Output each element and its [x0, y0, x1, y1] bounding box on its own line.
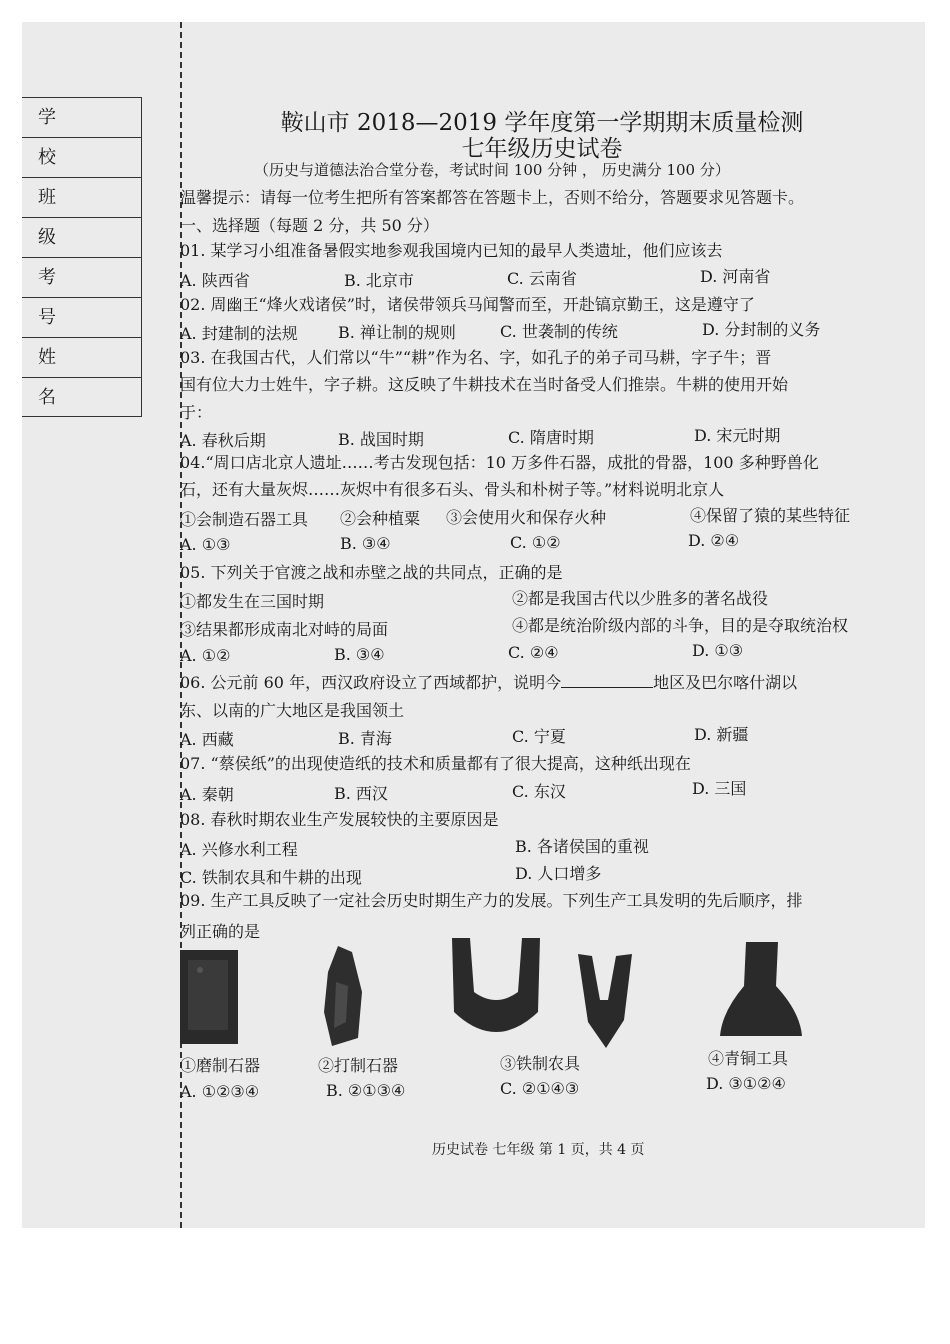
q3-option-c[interactable]: C. 隋唐时期: [508, 428, 594, 447]
exam-subtitle: 七年级历史试卷: [461, 136, 623, 162]
q9-caption-1: ①磨制石器: [180, 1056, 261, 1075]
q1-option-d[interactable]: D. 河南省: [700, 267, 771, 286]
iron-farm-tool-u-image: [446, 934, 546, 1040]
q8-option-c[interactable]: C. 铁制农具和牛耕的出现: [180, 868, 362, 887]
q9-caption-2: ②打制石器: [318, 1056, 399, 1075]
q9-caption-4: ④青铜工具: [708, 1049, 789, 1068]
q3-line-3: 于：: [180, 403, 213, 422]
q8-option-a[interactable]: A. 兴修水利工程: [180, 840, 298, 859]
exam-tip: 温馨提示：请每一位考生把所有答案都答在答题卡上，否则不给分，答题要求见答题卡。: [180, 188, 805, 207]
q3-option-a[interactable]: A. 春秋后期: [180, 431, 266, 450]
q1-stem: 01. 某学习小组准备暑假实地参观我国境内已知的最早人类遗址，他们应该去: [180, 241, 723, 260]
polished-stone-tool-image: [178, 948, 240, 1046]
q6-option-c[interactable]: C. 宁夏: [512, 727, 566, 746]
q6-option-a[interactable]: A. 西藏: [180, 730, 234, 749]
student-info-table: [22, 97, 142, 417]
q7-option-c[interactable]: C. 东汉: [512, 782, 566, 801]
q9-line-2: 列正确的是: [180, 922, 261, 941]
q6-answer-blank[interactable]: [561, 673, 653, 688]
q9-option-b[interactable]: B. ②①③④: [326, 1081, 406, 1100]
exam-title: 鞍山市 2018—2019 学年度第一学期期末质量检测: [280, 110, 804, 136]
q2-option-d[interactable]: D. 分封制的义务: [702, 320, 821, 339]
q5-statement-4: ④都是统治阶级内部的斗争，目的是夺取统治权: [512, 616, 849, 635]
class-label: 班 级: [22, 177, 142, 217]
q5-option-a[interactable]: A. ①②: [180, 646, 231, 665]
q1-option-b[interactable]: B. 北京市: [344, 271, 414, 290]
q5-stem: 05. 下列关于官渡之战和赤壁之战的共同点，正确的是: [180, 563, 563, 582]
q6-line-1-end: 地区及巴尔喀什湖以: [653, 673, 798, 692]
bronze-tool-image: [716, 938, 806, 1040]
q9-option-d[interactable]: D. ③①②④: [706, 1074, 786, 1093]
q2-option-a[interactable]: A. 封建制的法规: [180, 324, 298, 343]
q9-option-c[interactable]: C. ②①④③: [500, 1079, 580, 1098]
q6-option-b[interactable]: B. 青海: [338, 729, 392, 748]
q6-line-2: 东、以南的广大地区是我国领土: [180, 701, 405, 720]
q5-statement-1: ①都发生在三国时期: [180, 592, 325, 611]
q5-option-c[interactable]: C. ②④: [508, 643, 559, 662]
q3-option-d[interactable]: D. 宋元时期: [694, 426, 781, 445]
q5-option-b[interactable]: B. ③④: [334, 645, 385, 664]
q4-option-c[interactable]: C. ①②: [510, 533, 561, 552]
q4-line-2: 石，还有大量灰烬……灰烬中有很多石头、骨头和朴树子等。”材料说明北京人: [180, 480, 725, 499]
q8-option-d[interactable]: D. 人口增多: [515, 864, 602, 883]
id-label: 考 号: [22, 257, 142, 297]
q7-stem: 07. “蔡侯纸”的出现使造纸的技术和质量都有了很大提高，这种纸出现在: [180, 754, 691, 773]
exam-paper: [22, 22, 925, 1228]
q4-statement-2: ②会种植粟: [340, 509, 421, 528]
iron-farm-tool-v-image: [574, 950, 636, 1050]
q5-statement-2: ②都是我国古代以少胜多的著名战役: [512, 589, 769, 608]
q4-statement-4: ④保留了猿的某些特征: [690, 506, 851, 525]
q4-option-a[interactable]: A. ①③: [180, 535, 231, 554]
q3-line-2: 国有位大力士姓牛，字子耕。这反映了牛耕技术在当时备受人们推崇。牛耕的使用开始: [180, 375, 789, 394]
name-label: 姓 名: [22, 337, 142, 377]
school-label: 学 校: [22, 97, 142, 137]
q4-line-1: 04.“周口店北京人遗址……考古发现包括：10 万多件石器，成批的骨器，100 多种野兽化: [180, 453, 819, 472]
q6-line-1: [180, 670, 797, 693]
q8-stem: 08. 春秋时期农业生产发展较快的主要原因是: [180, 810, 499, 829]
q5-option-d[interactable]: D. ①③: [692, 641, 744, 660]
q4-option-b[interactable]: B. ③④: [340, 534, 391, 553]
q7-option-b[interactable]: B. 西汉: [334, 784, 388, 803]
q4-statement-1: ①会制造石器工具: [180, 510, 309, 529]
q1-option-c[interactable]: C. 云南省: [507, 269, 577, 288]
q9-option-a[interactable]: A. ①②③④: [180, 1082, 260, 1101]
q6-line-1-start: 06. 公元前 60 年，西汉政府设立了西域都护，说明今: [180, 673, 562, 692]
page-footer: 历史试卷 七年级 第 1 页，共 4 页: [432, 1142, 645, 1158]
section-heading: 一、选择题（每题 2 分，共 50 分）: [180, 216, 439, 235]
q6-option-d[interactable]: D. 新疆: [694, 725, 749, 744]
q4-option-d[interactable]: D. ②④: [688, 531, 740, 550]
q8-option-b[interactable]: B. 各诸侯国的重视: [515, 837, 649, 856]
q3-option-b[interactable]: B. 战国时期: [338, 430, 424, 449]
q2-option-b[interactable]: B. 禅让制的规则: [338, 323, 456, 342]
q9-line-1: 09. 生产工具反映了一定社会历史时期生产力的发展。下列生产工具发明的先后顺序，排: [180, 891, 803, 910]
q1-option-a[interactable]: A. 陕西省: [180, 271, 250, 290]
q9-caption-3: ③铁制农具: [500, 1054, 581, 1073]
chipped-stone-tool-image: [318, 942, 368, 1050]
q2-option-c[interactable]: C. 世袭制的传统: [500, 322, 618, 341]
exam-note: （历史与道德法治合堂分卷，考试时间 100 分钟 ， 历史满分 100 分）: [254, 161, 730, 179]
q5-statement-3: ③结果都形成南北对峙的局面: [180, 620, 389, 639]
q2-stem: 02. 周幽王“烽火戏诸侯”时，诸侯带领兵马闻警而至，开赴镐京勤王，这是遵守了: [180, 295, 755, 314]
q4-statement-3: ③会使用火和保存火种: [446, 508, 607, 527]
q3-line-1: 03. 在我国古代，人们常以“牛”“耕”作为名、字，如孔子的弟子司马耕，字子牛；晋: [180, 348, 772, 367]
q7-option-a[interactable]: A. 秦朝: [180, 785, 234, 804]
q7-option-d[interactable]: D. 三国: [692, 779, 747, 798]
